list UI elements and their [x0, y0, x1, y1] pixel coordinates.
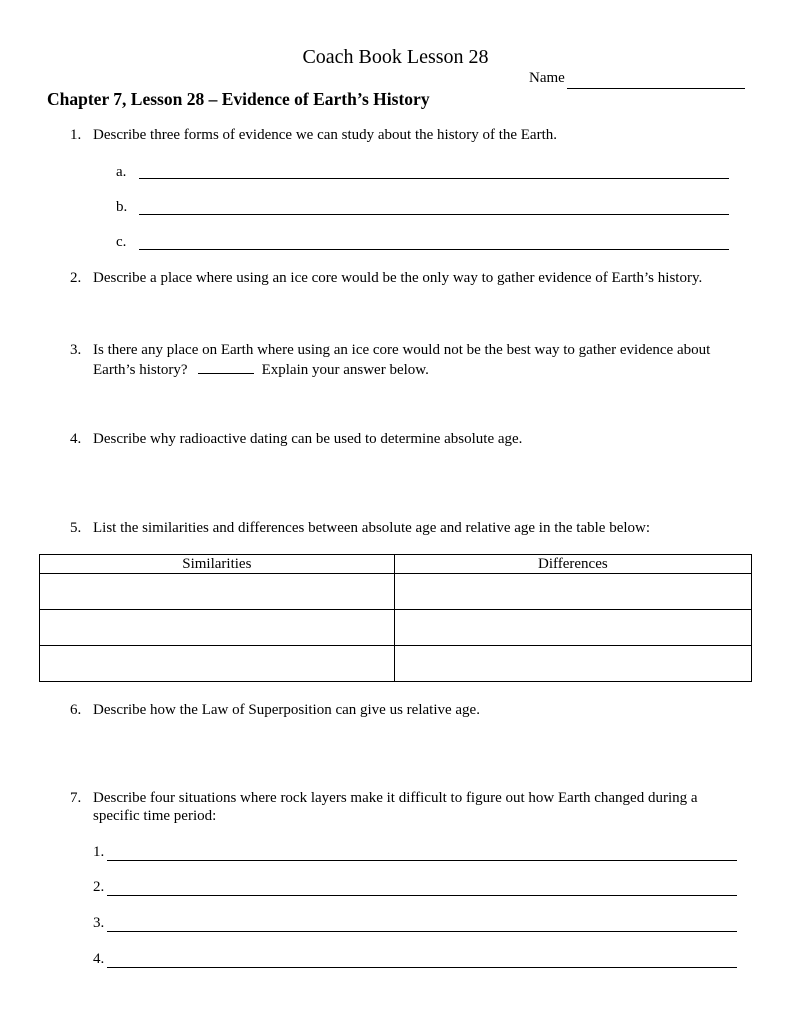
- q7-answer-line-1[interactable]: [107, 860, 737, 861]
- question-7-text-line1: Describe four situations where rock layers make it difficult to figure out how Earth changed during a: [93, 790, 698, 806]
- table-header-row: [40, 555, 752, 574]
- q7-sub-label-2: 2.: [93, 879, 105, 895]
- question-3-text-line1: Is there any place on Earth where using an ice core would not be the best way to gather evidence about: [93, 342, 711, 358]
- question-3-text-part-b: Explain your answer below.: [261, 362, 429, 378]
- question-1-number: 1.: [70, 127, 82, 143]
- question-7-number: 7.: [70, 790, 82, 806]
- q7-sub-label-1: 1.: [93, 844, 105, 860]
- q7-answer-line-4[interactable]: [107, 967, 737, 968]
- table-cell[interactable]: [394, 574, 751, 610]
- q7-sub-label-3: 3.: [93, 915, 105, 931]
- table-cell[interactable]: [394, 610, 751, 646]
- table-header-similarities: Similarities: [40, 555, 395, 574]
- table-row: [40, 646, 752, 682]
- question-2-text: Describe a place where using an ice core would be the only way to gather evidence of Earth’s history.: [93, 270, 703, 286]
- question-5-number: 5.: [70, 520, 82, 536]
- question-6-text: Describe how the Law of Superposition can give us relative age.: [93, 702, 480, 718]
- table-row: [40, 610, 752, 646]
- question-4-number: 4.: [70, 431, 82, 447]
- table-cell[interactable]: [40, 574, 395, 610]
- question-1-text: Describe three forms of evidence we can study about the history of the Earth.: [93, 127, 558, 143]
- table-cell[interactable]: [394, 646, 751, 682]
- chapter-heading: Chapter 7, Lesson 28 – Evidence of Earth’s History: [47, 89, 430, 109]
- page-title: Coach Book Lesson 28: [302, 46, 489, 68]
- question-7-text-line2: specific time period:: [93, 808, 217, 824]
- table-cell[interactable]: [40, 646, 395, 682]
- question-4-text: Describe why radioactive dating can be used to determine absolute age.: [93, 431, 523, 447]
- question-2-number: 2.: [70, 270, 82, 286]
- question-3-number: 3.: [70, 342, 82, 358]
- q1-answer-line-b[interactable]: [139, 214, 729, 215]
- question-6-number: 6.: [70, 702, 82, 718]
- q7-answer-line-3[interactable]: [107, 931, 737, 932]
- q7-sub-label-4: 4.: [93, 951, 105, 967]
- question-3-text-line2: [93, 360, 429, 379]
- comparison-table: [39, 554, 752, 682]
- q1-sub-label-c: c.: [116, 234, 127, 250]
- table-cell[interactable]: [40, 610, 395, 646]
- question-3-text-part-a: Earth’s history?: [93, 362, 188, 378]
- table-header-differences: Differences: [394, 555, 751, 574]
- table-row: [40, 574, 752, 610]
- question-3-yes-no-blank[interactable]: [198, 360, 254, 374]
- q1-sub-label-b: b.: [116, 199, 128, 215]
- q1-sub-label-a: a.: [116, 164, 127, 180]
- name-field[interactable]: [567, 88, 745, 89]
- q1-answer-line-c[interactable]: [139, 249, 729, 250]
- q1-answer-line-a[interactable]: [139, 178, 729, 179]
- question-5-text: List the similarities and differences between absolute age and relative age in the table below:: [93, 520, 651, 536]
- q7-answer-line-2[interactable]: [107, 895, 737, 896]
- name-label: Name: [529, 70, 565, 86]
